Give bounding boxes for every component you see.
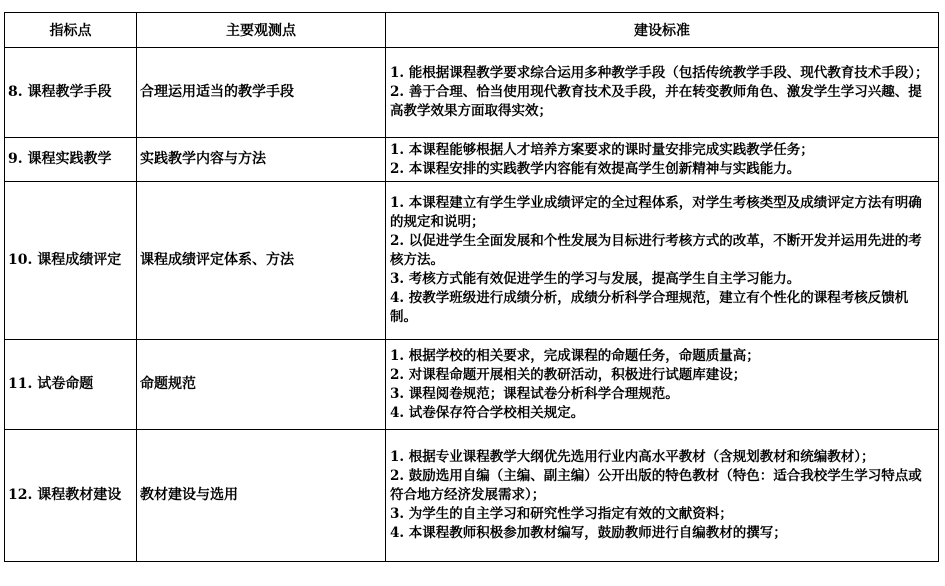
header-indicator: 指标点: [5, 13, 137, 48]
indicator-cell: 8. 课程教学手段: [5, 48, 137, 138]
standard-item: 1. 根据学校的相关要求，完成课程的命题任务，命题质量高；: [390, 347, 760, 364]
header-observation: 主要观测点: [137, 13, 386, 48]
standard-item: 4. 试卷保存符合学校相关规定。: [390, 404, 585, 421]
observation-cell: 命题规范: [137, 340, 386, 430]
standard-item: 3. 课程阅卷规范；课程试卷分析科学合理规范。: [390, 385, 679, 402]
standard-item: 2. 以促进学生全面发展和个性发展为目标进行考核方式的改革，不断开发并运用先进的考核方法。: [390, 233, 922, 268]
header-standard: 建设标准: [386, 13, 939, 48]
indicator-cell: 11. 试卷命题: [5, 340, 137, 430]
observation-cell: 教材建设与选用: [137, 430, 386, 562]
indicator-cell: 10. 课程成绩评定: [5, 182, 137, 340]
standard-item: 3. 考核方式能有效促进学生的学习与发展，提高学生自主学习能力。: [390, 271, 801, 287]
table-row: [5, 48, 939, 138]
standard-item: 1. 能根据课程教学要求综合运用多种教学手段（包括传统教学手段、现代教育技术手段）；: [390, 65, 929, 81]
standard-cell: [386, 182, 939, 340]
indicator-cell: 9. 课程实践教学: [5, 138, 137, 182]
table-row: [5, 182, 939, 340]
observation-cell: 合理运用适当的教学手段: [137, 48, 386, 138]
standard-item: 4. 按教学班级进行成绩分析，成绩分析科学合理规范，建立有个性化的课程考核反馈机制。: [390, 290, 909, 325]
observation-cell: 实践教学内容与方法: [137, 138, 386, 182]
standard-cell: [386, 48, 939, 138]
table-header-row: [5, 13, 939, 48]
standard-item: 2. 善于合理、恰当使用现代教育技术及手段，并在转变教师角色、激发学生学习兴趣、提高教学效果方面取得实效；: [390, 84, 922, 119]
observation-cell: 课程成绩评定体系、方法: [137, 182, 386, 340]
standard-item: 2. 本课程安排的实践教学内容能有效提高学生创新精神与实践能力。: [390, 160, 801, 177]
table-row: [5, 138, 939, 182]
standard-item: 1. 本课程能够根据人才培养方案要求的课时量安排完成实践教学任务；: [390, 141, 814, 158]
standard-cell: [386, 430, 939, 562]
standard-item: 2. 对课程命题开展相关的教研活动，积极进行试题库建设；: [390, 366, 747, 383]
standard-cell: [386, 138, 939, 182]
evaluation-standards-table: [4, 12, 939, 562]
standard-item: 1. 根据专业课程教学大纲优先选用行业内高水平教材（含规划教材和统编教材）；: [390, 449, 875, 465]
standard-item: 4. 本课程教师积极参加教材编写，鼓励教师进行自编教材的撰写；: [390, 525, 787, 541]
standard-item: 2. 鼓励选用自编（主编、副主编）公开出版的特色教材（特色：适合我校学生学习特点或符合地方经济发展需求）；: [390, 468, 922, 503]
indicator-cell: 12. 课程教材建设: [5, 430, 137, 562]
standard-item: 3. 为学生的自主学习和研究性学习指定有效的文献资料；: [390, 506, 733, 522]
table-row: [5, 430, 939, 562]
standard-item: 1. 本课程建立有学生学业成绩评定的全过程体系，对学生考核类型及成绩评定方法有明确的规定和说明；: [390, 195, 922, 230]
standard-cell: [386, 340, 939, 430]
table-row: [5, 340, 939, 430]
